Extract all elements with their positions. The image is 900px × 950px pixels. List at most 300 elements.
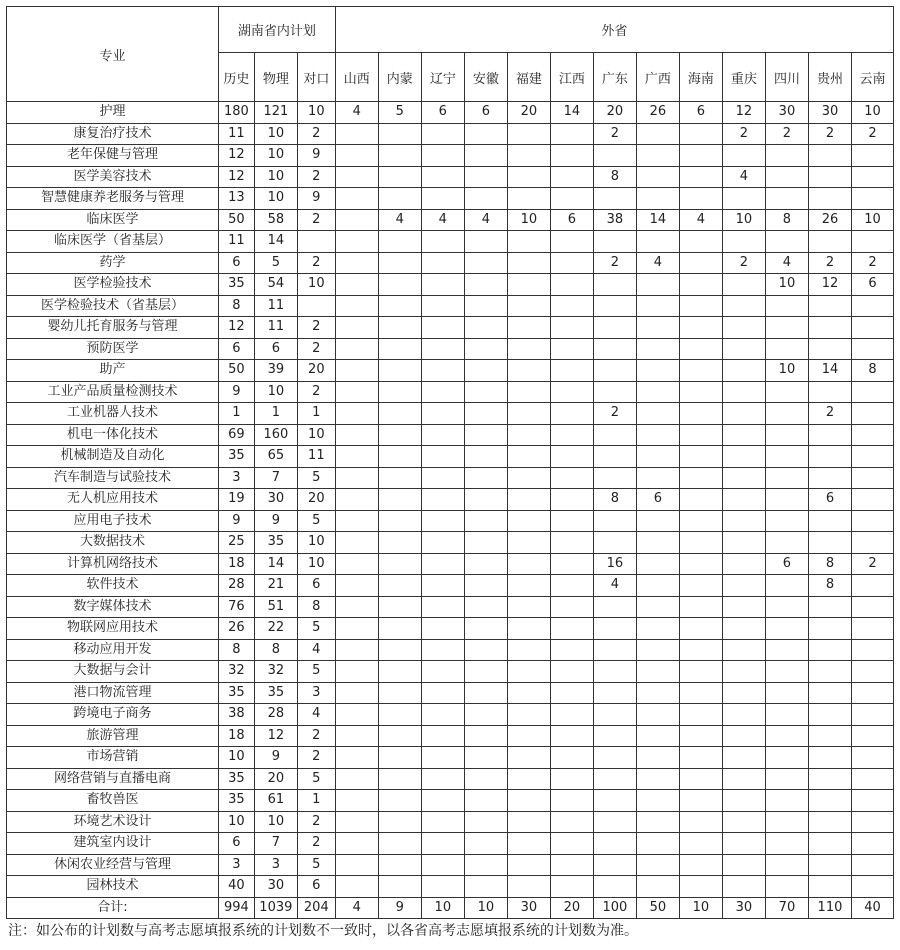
plan-count-cell (421, 424, 464, 446)
plan-count-cell (765, 403, 808, 425)
plan-count-cell: 6 (765, 553, 808, 575)
plan-count-cell (722, 575, 765, 597)
plan-count-cell (464, 166, 507, 188)
plan-count-cell (550, 467, 593, 489)
plan-count-cell (464, 295, 507, 317)
plan-count-cell (464, 553, 507, 575)
plan-count-cell: 10 (297, 102, 335, 124)
plan-count-cell (507, 360, 550, 382)
major-name-cell: 畜牧兽医 (7, 790, 219, 812)
plan-count-cell: 2 (593, 403, 636, 425)
plan-count-cell: 10 (254, 123, 297, 145)
plan-count-cell (335, 854, 378, 876)
table-row (7, 252, 894, 274)
plan-count-cell: 8 (808, 575, 851, 597)
plan-count-cell: 160 (254, 424, 297, 446)
plan-count-cell: 6 (636, 489, 679, 511)
plan-count-cell (378, 231, 421, 253)
plan-count-cell: 61 (254, 790, 297, 812)
plan-count-cell (679, 876, 722, 898)
plan-count-cell (550, 381, 593, 403)
plan-count-cell (378, 575, 421, 597)
plan-count-cell: 4 (464, 209, 507, 231)
plan-count-cell (765, 424, 808, 446)
plan-count-cell (550, 123, 593, 145)
plan-count-cell (593, 424, 636, 446)
plan-count-cell: 10 (254, 381, 297, 403)
plan-count-cell: 12 (808, 274, 851, 296)
plan-count-cell (464, 532, 507, 554)
plan-count-cell: 10 (297, 553, 335, 575)
table-row (7, 467, 894, 489)
plan-count-cell: 10 (421, 897, 464, 919)
plan-count-cell: 5 (297, 510, 335, 532)
plan-count-cell (679, 854, 722, 876)
plan-count-cell: 2 (297, 317, 335, 339)
plan-count-cell: 4 (378, 209, 421, 231)
plan-count-cell (808, 876, 851, 898)
plan-count-cell (722, 747, 765, 769)
plan-count-cell: 4 (765, 252, 808, 274)
plan-count-cell (297, 231, 335, 253)
plan-count-cell: 20 (297, 360, 335, 382)
plan-count-cell: 35 (219, 446, 255, 468)
plan-count-cell (464, 467, 507, 489)
plan-count-cell (550, 833, 593, 855)
plan-count-cell: 2 (297, 381, 335, 403)
plan-count-cell (851, 725, 893, 747)
table-row (7, 188, 894, 210)
plan-count-cell (765, 876, 808, 898)
plan-count-cell (679, 790, 722, 812)
plan-count-cell (421, 338, 464, 360)
table-row (7, 833, 894, 855)
plan-count-cell (464, 145, 507, 167)
plan-count-cell (335, 596, 378, 618)
plan-count-cell (550, 231, 593, 253)
plan-count-cell (378, 317, 421, 339)
plan-count-cell: 10 (464, 897, 507, 919)
plan-count-cell (636, 682, 679, 704)
major-name-cell: 港口物流管理 (7, 682, 219, 704)
plan-count-cell (636, 575, 679, 597)
plan-count-cell (335, 532, 378, 554)
plan-count-cell (421, 661, 464, 683)
plan-count-cell (679, 360, 722, 382)
plan-count-cell (851, 166, 893, 188)
plan-count-cell (507, 553, 550, 575)
major-name-cell: 园林技术 (7, 876, 219, 898)
plan-count-cell (722, 811, 765, 833)
plan-count-cell: 2 (297, 833, 335, 855)
plan-count-cell (722, 661, 765, 683)
plan-count-cell (335, 747, 378, 769)
plan-count-cell (335, 510, 378, 532)
plan-count-cell (378, 618, 421, 640)
plan-count-cell: 4 (297, 639, 335, 661)
table-row (7, 338, 894, 360)
plan-count-cell (421, 876, 464, 898)
plan-count-cell (378, 338, 421, 360)
plan-count-cell (722, 596, 765, 618)
plan-count-cell (808, 424, 851, 446)
table-row (7, 317, 894, 339)
column-header: 江西 (550, 53, 593, 102)
table-row (7, 704, 894, 726)
plan-count-cell (550, 876, 593, 898)
plan-count-cell (679, 123, 722, 145)
major-name-cell: 机械制造及自动化 (7, 446, 219, 468)
major-name-cell: 护理 (7, 102, 219, 124)
plan-count-cell (335, 166, 378, 188)
plan-count-cell (507, 446, 550, 468)
plan-count-cell (593, 596, 636, 618)
plan-count-cell (421, 553, 464, 575)
plan-count-cell: 6 (219, 252, 255, 274)
plan-count-cell (808, 768, 851, 790)
plan-count-cell (636, 145, 679, 167)
column-header: 物理 (254, 53, 297, 102)
plan-count-cell: 35 (219, 274, 255, 296)
plan-count-cell: 18 (219, 553, 255, 575)
plan-count-cell (378, 725, 421, 747)
hunan-plan-header: 湖南省内计划 (219, 7, 336, 53)
plan-count-cell (507, 833, 550, 855)
plan-count-cell (464, 123, 507, 145)
plan-count-cell (593, 188, 636, 210)
plan-count-cell: 4 (335, 102, 378, 124)
column-header: 云南 (851, 53, 893, 102)
plan-count-cell (464, 403, 507, 425)
plan-count-cell (550, 145, 593, 167)
plan-count-cell: 14 (550, 102, 593, 124)
plan-count-cell (851, 876, 893, 898)
plan-count-cell: 5 (378, 102, 421, 124)
plan-count-cell: 1 (297, 790, 335, 812)
column-header: 海南 (679, 53, 722, 102)
plan-count-cell (593, 381, 636, 403)
plan-count-cell: 10 (254, 811, 297, 833)
table-row (7, 618, 894, 640)
plan-count-cell (765, 854, 808, 876)
plan-count-cell (464, 381, 507, 403)
plan-count-cell (507, 532, 550, 554)
plan-count-cell: 3 (219, 854, 255, 876)
plan-count-cell (507, 403, 550, 425)
plan-count-cell (507, 854, 550, 876)
plan-count-cell (464, 274, 507, 296)
plan-count-cell (722, 489, 765, 511)
plan-count-cell (421, 123, 464, 145)
plan-count-cell: 8 (254, 639, 297, 661)
plan-count-cell (808, 596, 851, 618)
plan-count-cell (851, 188, 893, 210)
plan-count-cell: 58 (254, 209, 297, 231)
plan-count-cell: 10 (297, 532, 335, 554)
major-name-cell: 预防医学 (7, 338, 219, 360)
plan-count-cell (679, 424, 722, 446)
plan-count-cell (335, 145, 378, 167)
plan-count-cell: 14 (254, 553, 297, 575)
plan-count-cell: 20 (550, 897, 593, 919)
plan-count-cell (464, 489, 507, 511)
plan-count-cell (550, 166, 593, 188)
plan-count-cell (722, 790, 765, 812)
plan-count-cell (722, 618, 765, 640)
plan-count-cell: 13 (219, 188, 255, 210)
plan-count-cell (507, 252, 550, 274)
column-header: 四川 (765, 53, 808, 102)
plan-count-cell: 8 (297, 596, 335, 618)
table-row (7, 381, 894, 403)
plan-count-cell: 35 (219, 768, 255, 790)
plan-count-cell (378, 489, 421, 511)
plan-count-cell (636, 876, 679, 898)
plan-count-cell: 51 (254, 596, 297, 618)
plan-count-cell (464, 876, 507, 898)
plan-count-cell (335, 338, 378, 360)
plan-count-cell (636, 231, 679, 253)
plan-count-cell (593, 639, 636, 661)
plan-count-cell (593, 725, 636, 747)
plan-count-cell (421, 704, 464, 726)
plan-count-cell (593, 532, 636, 554)
plan-count-cell (464, 854, 507, 876)
plan-count-cell (378, 553, 421, 575)
major-name-cell: 助产 (7, 360, 219, 382)
plan-count-cell (464, 231, 507, 253)
plan-count-cell (464, 618, 507, 640)
plan-count-cell: 10 (297, 424, 335, 446)
plan-count-cell (851, 704, 893, 726)
table-row (7, 790, 894, 812)
plan-count-cell (464, 661, 507, 683)
plan-count-cell (421, 274, 464, 296)
table-row (7, 876, 894, 898)
plan-count-cell: 6 (297, 876, 335, 898)
plan-count-cell (593, 833, 636, 855)
plan-count-cell (722, 768, 765, 790)
plan-count-cell (722, 725, 765, 747)
table-row (7, 102, 894, 124)
plan-count-cell (378, 790, 421, 812)
plan-count-cell (421, 381, 464, 403)
plan-count-cell (507, 166, 550, 188)
plan-count-cell (297, 295, 335, 317)
plan-count-cell (679, 618, 722, 640)
table-row (7, 166, 894, 188)
plan-count-cell (507, 424, 550, 446)
plan-count-cell (335, 424, 378, 446)
plan-count-cell (335, 618, 378, 640)
plan-count-cell: 5 (297, 618, 335, 640)
plan-count-cell: 3 (297, 682, 335, 704)
plan-count-cell (507, 704, 550, 726)
plan-count-cell (421, 188, 464, 210)
plan-count-cell (507, 231, 550, 253)
table-row (7, 209, 894, 231)
plan-count-cell (550, 338, 593, 360)
plan-count-cell (636, 467, 679, 489)
plan-count-cell: 2 (851, 123, 893, 145)
plan-count-cell (335, 381, 378, 403)
plan-count-cell: 2 (297, 252, 335, 274)
plan-count-cell: 9 (254, 747, 297, 769)
plan-count-cell (421, 790, 464, 812)
plan-count-cell (593, 274, 636, 296)
plan-count-cell (421, 768, 464, 790)
major-name-cell: 医学美容技术 (7, 166, 219, 188)
plan-count-cell (550, 252, 593, 274)
plan-count-cell (765, 145, 808, 167)
plan-count-cell: 4 (593, 575, 636, 597)
plan-count-cell (808, 188, 851, 210)
plan-count-cell (765, 790, 808, 812)
plan-count-cell: 110 (808, 897, 851, 919)
plan-count-cell (808, 166, 851, 188)
plan-count-cell: 9 (297, 188, 335, 210)
plan-count-cell (507, 381, 550, 403)
plan-count-cell (335, 790, 378, 812)
plan-count-cell: 54 (254, 274, 297, 296)
plan-count-cell: 1039 (254, 897, 297, 919)
table-row (7, 360, 894, 382)
plan-count-cell (851, 532, 893, 554)
plan-count-cell (851, 596, 893, 618)
plan-count-cell (464, 747, 507, 769)
table-row (7, 295, 894, 317)
plan-count-cell (421, 575, 464, 597)
plan-count-cell (808, 725, 851, 747)
plan-count-cell (421, 532, 464, 554)
plan-count-cell (679, 188, 722, 210)
plan-count-cell (335, 768, 378, 790)
plan-count-cell (722, 360, 765, 382)
plan-count-cell (636, 790, 679, 812)
plan-count-cell (851, 510, 893, 532)
plan-count-cell (507, 790, 550, 812)
plan-count-cell: 32 (254, 661, 297, 683)
plan-count-cell: 2 (297, 725, 335, 747)
table-row (7, 661, 894, 683)
plan-count-cell (765, 317, 808, 339)
plan-count-cell (636, 188, 679, 210)
plan-count-cell (679, 639, 722, 661)
plan-count-cell (808, 682, 851, 704)
plan-count-cell (636, 166, 679, 188)
plan-count-cell: 12 (254, 725, 297, 747)
plan-count-cell (808, 704, 851, 726)
plan-count-cell (335, 489, 378, 511)
plan-count-cell: 70 (765, 897, 808, 919)
plan-count-cell (421, 489, 464, 511)
plan-count-cell: 30 (254, 489, 297, 511)
plan-count-cell: 9 (254, 510, 297, 532)
plan-count-cell (335, 876, 378, 898)
plan-count-cell: 6 (297, 575, 335, 597)
plan-count-cell (851, 833, 893, 855)
plan-count-cell: 6 (254, 338, 297, 360)
plan-count-cell (636, 446, 679, 468)
plan-count-cell: 30 (507, 897, 550, 919)
table-row (7, 274, 894, 296)
table-body (7, 102, 894, 919)
plan-count-cell (722, 639, 765, 661)
plan-count-cell (722, 188, 765, 210)
plan-count-cell (550, 596, 593, 618)
plan-count-cell (507, 145, 550, 167)
plan-count-cell (550, 510, 593, 532)
plan-count-cell (550, 854, 593, 876)
table-row (7, 403, 894, 425)
plan-count-cell (421, 166, 464, 188)
plan-count-cell: 8 (593, 489, 636, 511)
plan-count-cell (507, 274, 550, 296)
major-name-cell: 合计: (7, 897, 219, 919)
plan-count-cell (378, 274, 421, 296)
plan-count-cell (335, 446, 378, 468)
plan-count-cell (378, 661, 421, 683)
plan-count-cell (378, 811, 421, 833)
plan-count-cell: 50 (219, 360, 255, 382)
plan-count-cell (636, 123, 679, 145)
plan-count-cell: 35 (219, 682, 255, 704)
plan-count-cell (636, 747, 679, 769)
table-row (7, 123, 894, 145)
plan-count-cell (550, 768, 593, 790)
plan-count-cell (722, 274, 765, 296)
plan-count-cell: 6 (219, 833, 255, 855)
plan-count-cell (679, 231, 722, 253)
plan-count-cell: 19 (219, 489, 255, 511)
plan-count-cell (851, 575, 893, 597)
plan-count-cell (636, 618, 679, 640)
plan-count-cell (679, 403, 722, 425)
plan-count-cell: 2 (808, 403, 851, 425)
plan-count-cell: 38 (593, 209, 636, 231)
plan-count-cell (679, 833, 722, 855)
table-row (7, 639, 894, 661)
plan-count-cell (808, 618, 851, 640)
plan-count-cell (421, 145, 464, 167)
plan-count-cell (335, 553, 378, 575)
plan-count-cell (507, 575, 550, 597)
plan-count-cell (808, 532, 851, 554)
plan-count-cell: 10 (851, 209, 893, 231)
plan-count-cell: 10 (722, 209, 765, 231)
plan-count-cell (808, 510, 851, 532)
plan-count-cell (679, 682, 722, 704)
plan-count-cell: 69 (219, 424, 255, 446)
plan-count-cell (335, 704, 378, 726)
plan-count-cell: 2 (851, 553, 893, 575)
plan-count-cell (507, 317, 550, 339)
plan-count-cell: 204 (297, 897, 335, 919)
plan-count-cell (679, 704, 722, 726)
plan-count-cell (636, 833, 679, 855)
plan-count-cell (421, 725, 464, 747)
plan-count-cell (765, 295, 808, 317)
plan-count-cell: 11 (219, 123, 255, 145)
plan-count-cell: 4 (636, 252, 679, 274)
plan-count-cell (808, 833, 851, 855)
plan-count-cell (550, 704, 593, 726)
major-name-cell: 休闲农业经营与管理 (7, 854, 219, 876)
plan-table-container (6, 6, 894, 919)
plan-count-cell (679, 252, 722, 274)
plan-count-cell: 40 (219, 876, 255, 898)
plan-count-cell (378, 639, 421, 661)
